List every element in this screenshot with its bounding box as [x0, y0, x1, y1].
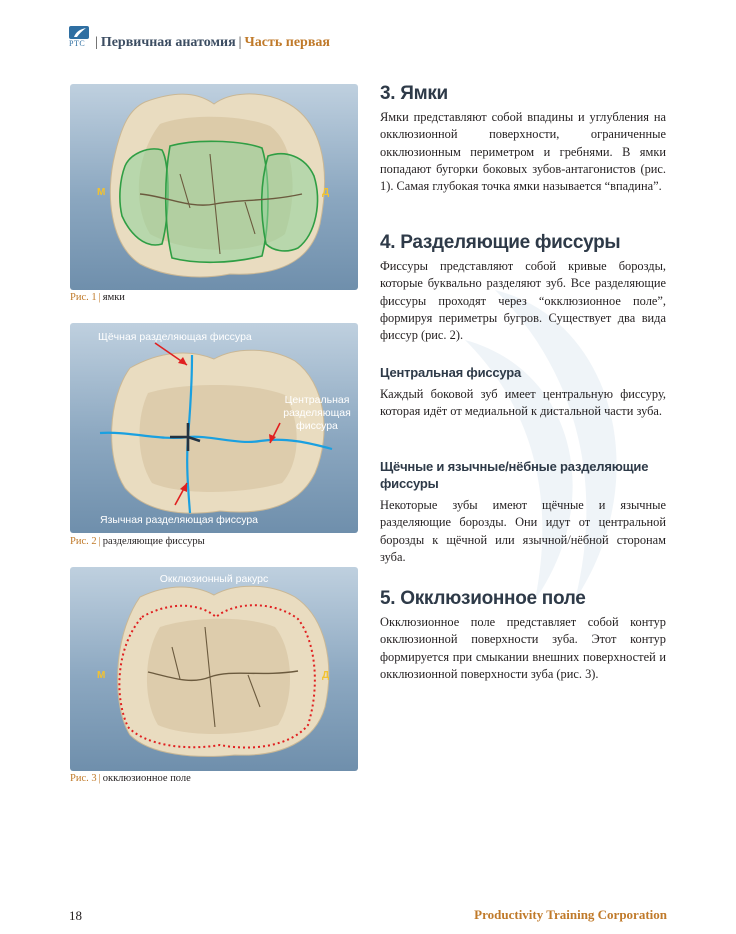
central-fissure-paragraph: Каждый боковой зуб имеет центральную фиссуру, которая идёт от медиальной к дистальной части зуба.	[380, 387, 666, 419]
fig2-label-lingual: Язычная разделяющая фиссура	[100, 514, 259, 526]
fig2-label-buccal: Щёчная разделяющая фиссура	[98, 331, 252, 343]
fig1-caption-text: ямки	[102, 292, 125, 303]
fig2-caption-num: Рис. 2	[70, 536, 97, 547]
section-4-title: 4. Разделяющие фиссуры	[380, 232, 621, 253]
running-header: | Первичная анатомия | Часть первая	[95, 35, 330, 50]
figure-1-pits	[70, 84, 358, 290]
section-3-paragraph: Ямки представляют собой впадины и углубления на окклюзионной поверхности, ограниченные окклюзионным периметром и гребнями. В ямки попадают бугорки боковых зубов-антагонистов (рис. 1). Самая глубокая точка ямки называется “впадина”.	[380, 110, 666, 194]
header-title: Первичная анатомия	[100, 35, 236, 50]
figure-1-caption: Рис. 1 | ямки	[70, 292, 125, 303]
logo-text: PTC	[69, 39, 86, 48]
fig3-label-d: Д	[322, 670, 330, 681]
fig1-label-m: М	[97, 187, 106, 198]
fig3-view-title: Окклюзионный ракурс	[159, 573, 269, 585]
fig2-label-central-2: разделяющая	[283, 407, 351, 419]
fig3-label-m: М	[97, 670, 106, 681]
fig2-label-central-3: фиссура	[296, 420, 338, 432]
fig2-label-central-1: Центральная	[284, 394, 350, 406]
section-5-title: 5. Окклюзионное поле	[380, 588, 586, 609]
section-5-paragraph: Окклюзионное поле представляет собой контур окклюзионной поверхности зуба. Этот контур формируется при смыкании внешних поверхностей и окклюзионной поверхности зуба (рис. 3).	[380, 615, 666, 681]
buccal-fissure-title: Щёчные и язычные/нёбные разделяющие фиссуры	[380, 459, 649, 491]
figure-3-caption: Рис. 3 | окклюзионное поле	[70, 773, 191, 784]
fig1-label-d: Д	[322, 187, 330, 198]
section-4-paragraph: Фиссуры представляют собой кривые борозды, которые буквально разделяют зуб. Все разделяющие фиссуры проходят через “окклюзионное поле”, формируя периметры бугров. Существует два вида фиссур (рис. 2).	[380, 259, 666, 343]
central-fissure-title: Центральная фиссура	[380, 365, 522, 380]
fig2-caption-text: разделяющие фиссуры	[102, 536, 205, 547]
fig1-caption-num: Рис. 1	[70, 292, 97, 303]
page-number: 18	[69, 908, 82, 923]
figure-2-caption: Рис. 2 | разделяющие фиссуры	[70, 536, 205, 547]
header-part: Часть первая	[244, 35, 330, 50]
buccal-fissure-paragraph: Некоторые зубы имеют щёчные и язычные разделяющие борозды. Они идут от центральной борозды к щёчной или язычной/нёбной сторонам зуба.	[380, 498, 666, 564]
section-3-title: 3. Ямки	[380, 83, 448, 104]
fig3-caption-text: окклюзионное поле	[102, 773, 191, 784]
figure-2-fissures	[70, 323, 358, 533]
fig3-caption-num: Рис. 3	[70, 773, 97, 784]
figure-3-occlusal-field	[70, 567, 358, 771]
footer-corporation: Productivity Training Corporation	[474, 907, 667, 922]
